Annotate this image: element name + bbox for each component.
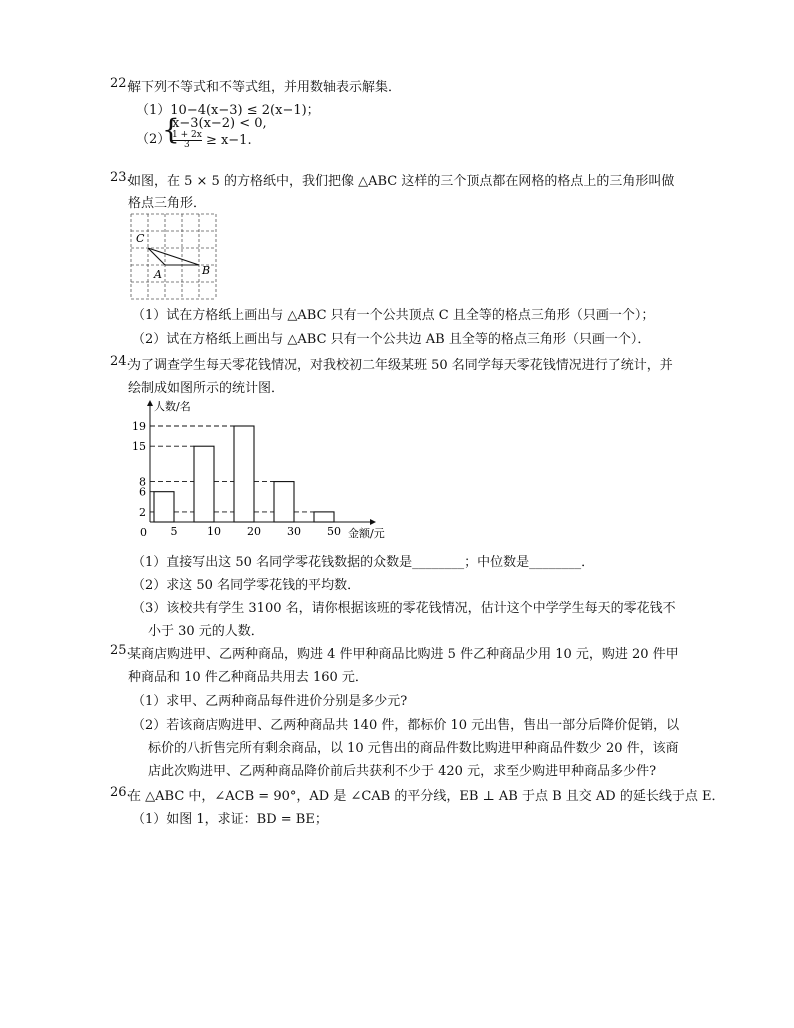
bar-20 bbox=[234, 426, 254, 522]
chart-y-ticks bbox=[132, 420, 146, 519]
q24-bar-chart bbox=[130, 394, 410, 544]
q24-part3-line1: （3）该校共有学生 3100 名，请你根据该班的零花钱情况，估计这个中学学生每天的零花钱不 bbox=[132, 601, 676, 616]
q24-stem-line1: 为了调查学生每天零花钱情况，对我校初二年级某班 50 名同学每天零花钱情况进行了统计，并 bbox=[128, 358, 673, 373]
q25-stem-line2: 种商品和 10 件乙种商品共用去 160 元． bbox=[128, 670, 368, 685]
triangle-abc bbox=[148, 248, 199, 265]
q24-part1: （1）直接写出这 50 名同学零花钱数据的众数是________；中位数是________． bbox=[132, 555, 595, 570]
bar-5 bbox=[154, 492, 174, 522]
x-tick-5: 5 bbox=[170, 525, 178, 538]
x-tick-50: 50 bbox=[327, 525, 341, 538]
x-tick-30: 30 bbox=[287, 525, 301, 538]
label-b: B bbox=[202, 264, 211, 277]
y-tick-2: 2 bbox=[139, 505, 146, 519]
x-tick-20: 20 bbox=[247, 525, 261, 538]
q22-fraction bbox=[172, 131, 202, 150]
q25-part2-line1: （2）若该商店购进甲、乙两种商品共 140 件，都标价 10 元出售，售出一部分后降价促销，以 bbox=[132, 718, 680, 733]
q22-system-line2 bbox=[172, 131, 252, 150]
chart-x-ticks bbox=[171, 525, 342, 538]
label-c: C bbox=[136, 232, 145, 245]
q24-part2: （2）求这 50 名同学零花钱的平均数． bbox=[132, 578, 361, 593]
q23-stem-line2: 格点三角形． bbox=[128, 196, 207, 211]
q22-number: 22. bbox=[110, 76, 131, 91]
q22-part2-label: （2） bbox=[136, 132, 171, 147]
q22-system-line1: x−3(x−2) < 0, bbox=[172, 116, 267, 131]
q26-number: 26. bbox=[110, 785, 131, 800]
q25-stem-line1: 某商店购进甲、乙两种商品，购进 4 件甲种商品比购进 5 件乙种商品少用 10 元，购进 20 件甲 bbox=[128, 647, 679, 662]
y-tick-8: 8 bbox=[139, 475, 146, 489]
q22-stem: 解下列不等式和不等式组，并用数轴表示解集． bbox=[128, 80, 402, 95]
q26-stem: 在 △ABC 中，∠ACB = 90°，AD 是 ∠CAB 的平分线，EB ⊥ AB 于点 B 且交 AD 的延长线于点 E． bbox=[128, 789, 725, 804]
q22-system-line2-rest: ≥ x−1. bbox=[205, 133, 252, 148]
q23-number: 23. bbox=[110, 170, 131, 185]
q25-part2-line3: 店此次购进甲、乙两种商品降价前后共获利不少于 420 元，求至少购进甲种商品多少件? bbox=[148, 764, 657, 779]
q22-part1: （1）10−4(x−3) ≤ 2(x−1)； bbox=[136, 103, 320, 118]
q24-part3-line2: 小于 30 元的人数． bbox=[148, 624, 264, 639]
y-tick-15: 15 bbox=[132, 440, 146, 454]
q22-fraction-denominator: 3 bbox=[172, 140, 202, 150]
q22-fraction-numerator: 1 + 2x bbox=[172, 130, 202, 140]
label-a: A bbox=[154, 268, 162, 281]
q25-number: 25. bbox=[110, 643, 131, 658]
chart-bars bbox=[154, 426, 334, 522]
bar-30 bbox=[274, 482, 294, 522]
q24-stem-line2: 绘制成如图所示的统计图． bbox=[128, 381, 285, 396]
y-tick-19: 19 bbox=[132, 420, 146, 433]
y-axis-arrow bbox=[147, 400, 153, 406]
q23-stem-line1: 如图，在 5 × 5 的方格纸中，我们把像 △ABC 这样的三个顶点都在网格的格点上的三角形叫做 bbox=[128, 174, 675, 189]
q25-part1: （1）求甲、乙两种商品每件进价分别是多少元? bbox=[132, 694, 408, 709]
q23-grid-figure bbox=[130, 212, 220, 302]
x-tick-10: 10 bbox=[207, 525, 221, 538]
bar-10 bbox=[194, 446, 214, 522]
q22-system-brace: { bbox=[162, 113, 180, 146]
chart-y-axis-label: 人数/名 bbox=[154, 400, 191, 413]
q24-number: 24. bbox=[110, 354, 131, 369]
y-tick-6: 6 bbox=[139, 485, 146, 499]
chart-axes bbox=[147, 400, 376, 525]
bar-50 bbox=[314, 512, 334, 522]
q23-part2: （2）试在方格纸上画出与 △ABC 只有一个公共边 AB 且全等的格点三角形（只画一个）． bbox=[132, 332, 651, 347]
q23-part1: （1）试在方格纸上画出与 △ABC 只有一个公共顶点 C 且全等的格点三角形（只画一个）； bbox=[132, 308, 655, 323]
q25-part2-line2: 标价的八折售完所有剩余商品，以 10 元售出的商品件数比购进甲种商品件数少 20 件，该商 bbox=[148, 741, 679, 756]
chart-x-axis-label: 金额/元 bbox=[348, 527, 385, 540]
q26-part1: （1）如图 1，求证：BD = BE； bbox=[132, 812, 328, 827]
x-axis-arrow bbox=[370, 519, 376, 525]
chart-origin-label: 0 bbox=[140, 526, 147, 539]
